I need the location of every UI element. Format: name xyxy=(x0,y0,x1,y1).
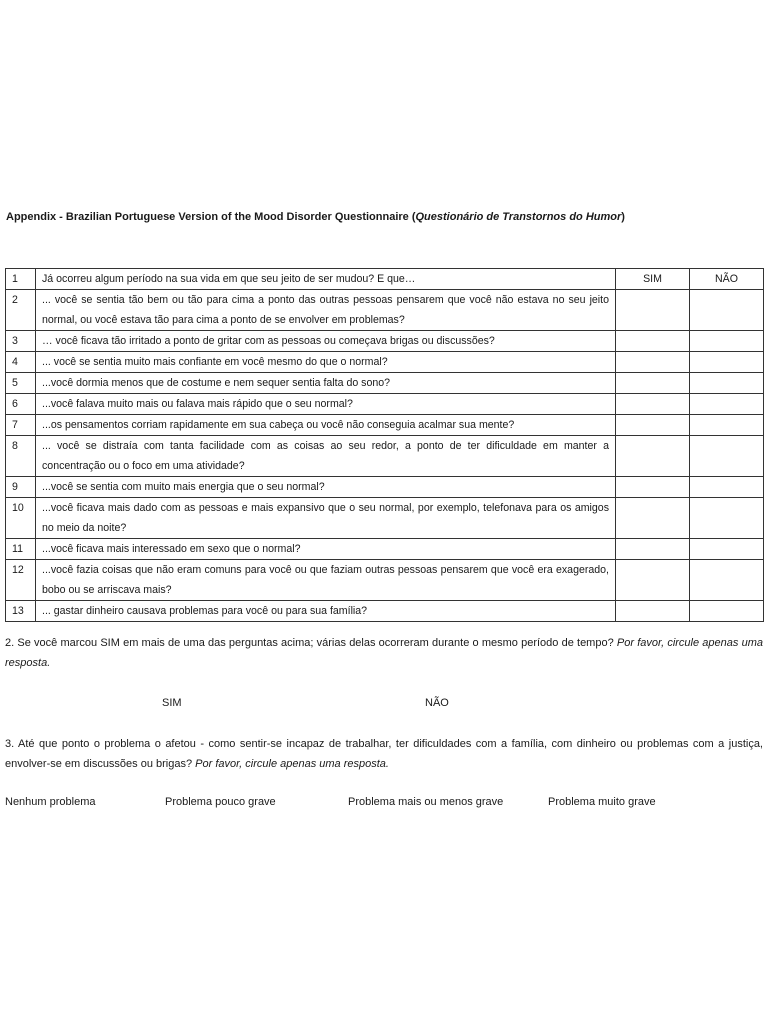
no-cell[interactable] xyxy=(690,498,764,539)
row-number: 13 xyxy=(6,601,36,622)
title-end: ) xyxy=(621,211,625,223)
no-cell[interactable] xyxy=(690,436,764,477)
table-row xyxy=(6,290,764,331)
yes-cell[interactable] xyxy=(616,352,690,373)
table-row xyxy=(6,394,764,415)
row-number: 7 xyxy=(6,415,36,436)
yes-cell[interactable] xyxy=(616,331,690,352)
question-3-instruction: Por favor, circule apenas uma resposta. xyxy=(195,758,389,770)
no-cell[interactable] xyxy=(690,601,764,622)
table-row xyxy=(6,436,764,477)
row-question: ...você fazia coisas que não eram comuns para você ou que faziam outras pessoas pensarem que você era exagerado, bobo ou se arriscava mais? xyxy=(36,560,616,601)
title-italic: Questionário de Transtornos do Humor xyxy=(415,211,622,223)
row-number: 2 xyxy=(6,290,36,331)
row-number: 8 xyxy=(6,436,36,477)
row-number: 11 xyxy=(6,539,36,560)
row-question: ... gastar dinheiro causava problemas para você ou para sua família? xyxy=(36,601,616,622)
no-cell[interactable] xyxy=(690,352,764,373)
row-number: 6 xyxy=(6,394,36,415)
question-2 xyxy=(5,633,763,673)
row-number: 9 xyxy=(6,477,36,498)
table-row xyxy=(6,601,764,622)
yes-cell[interactable] xyxy=(616,560,690,601)
row-question: ...os pensamentos corriam rapidamente em sua cabeça ou você não conseguia acalmar sua mente? xyxy=(36,415,616,436)
yes-cell[interactable] xyxy=(616,601,690,622)
questionnaire-table xyxy=(5,268,764,622)
document-title xyxy=(6,211,762,223)
row-question: ...você ficava mais interessado em sexo que o normal? xyxy=(36,539,616,560)
row-question: ...você falava muito mais ou falava mais rápido que o seu normal? xyxy=(36,394,616,415)
table-header-row xyxy=(6,269,764,290)
table-row xyxy=(6,373,764,394)
row-number: 10 xyxy=(6,498,36,539)
header-yes: SIM xyxy=(616,269,690,290)
table-row xyxy=(6,477,764,498)
no-cell[interactable] xyxy=(690,539,764,560)
no-cell[interactable] xyxy=(690,373,764,394)
question-2-instruction: Por favor, circule apenas uma resposta. xyxy=(5,637,763,669)
no-cell[interactable] xyxy=(690,477,764,498)
row-question: ...você dormia menos que de costume e nem sequer sentia falta do sono? xyxy=(36,373,616,394)
yes-cell[interactable] xyxy=(616,373,690,394)
no-cell[interactable] xyxy=(690,394,764,415)
header-question: Já ocorreu algum período na sua vida em que seu jeito de ser mudou? E que… xyxy=(36,269,616,290)
header-no: NÃO xyxy=(690,269,764,290)
no-cell[interactable] xyxy=(690,415,764,436)
row-question: ... você se sentia tão bem ou tão para cima a ponto das outras pessoas pensarem que você não estava no seu jeito normal, ou você estava tão para cima a ponto de se envolver em problemas? xyxy=(36,290,616,331)
title-main: Appendix - Brazilian Portuguese Version of the Mood Disorder Questionnaire ( xyxy=(6,211,416,223)
no-cell[interactable] xyxy=(690,331,764,352)
yes-cell[interactable] xyxy=(616,436,690,477)
q3-option-mais-ou-menos[interactable]: Problema mais ou menos grave xyxy=(348,796,504,808)
q2-option-nao[interactable]: NÃO xyxy=(425,697,449,709)
row-number: 4 xyxy=(6,352,36,373)
row-question: ...você ficava mais dado com as pessoas e mais expansivo que o seu normal, por exemplo, telefonava para os amigos no meio da noite? xyxy=(36,498,616,539)
question-3-text: 3. Até que ponto o problema o afetou - como sentir-se incapaz de trabalhar, ter dificuldades com a família, com dinheiro ou problemas com a justiça, envolver-se em discussões ou brigas? xyxy=(5,738,763,770)
q3-option-muito-grave[interactable]: Problema muito grave xyxy=(548,796,656,808)
row-number: 3 xyxy=(6,331,36,352)
yes-cell[interactable] xyxy=(616,539,690,560)
q2-option-sim[interactable]: SIM xyxy=(162,697,182,709)
table-row xyxy=(6,331,764,352)
table-row xyxy=(6,415,764,436)
row-number: 5 xyxy=(6,373,36,394)
yes-cell[interactable] xyxy=(616,394,690,415)
row-question: ...você se sentia com muito mais energia que o seu normal? xyxy=(36,477,616,498)
question-2-text: 2. Se você marcou SIM em mais de uma das perguntas acima; várias delas ocorreram durante o mesmo período de tempo? xyxy=(5,637,617,649)
table-row xyxy=(6,498,764,539)
q3-option-nenhum[interactable]: Nenhum problema xyxy=(5,796,96,808)
no-cell[interactable] xyxy=(690,290,764,331)
row-question: … você ficava tão irritado a ponto de gritar com as pessoas ou começava brigas ou discussões? xyxy=(36,331,616,352)
yes-cell[interactable] xyxy=(616,498,690,539)
table-row xyxy=(6,539,764,560)
yes-cell[interactable] xyxy=(616,415,690,436)
table-row xyxy=(6,560,764,601)
yes-cell[interactable] xyxy=(616,290,690,331)
header-number: 1 xyxy=(6,269,36,290)
question-3 xyxy=(5,734,763,774)
row-number: 12 xyxy=(6,560,36,601)
row-question: ... você se distraía com tanta facilidade com as coisas ao seu redor, a ponto de ter dificuldade em manter a concentração ou o foco em uma atividade? xyxy=(36,436,616,477)
table-row xyxy=(6,352,764,373)
no-cell[interactable] xyxy=(690,560,764,601)
row-question: ... você se sentia muito mais confiante em você mesmo do que o normal? xyxy=(36,352,616,373)
yes-cell[interactable] xyxy=(616,477,690,498)
q3-option-pouco-grave[interactable]: Problema pouco grave xyxy=(165,796,276,808)
